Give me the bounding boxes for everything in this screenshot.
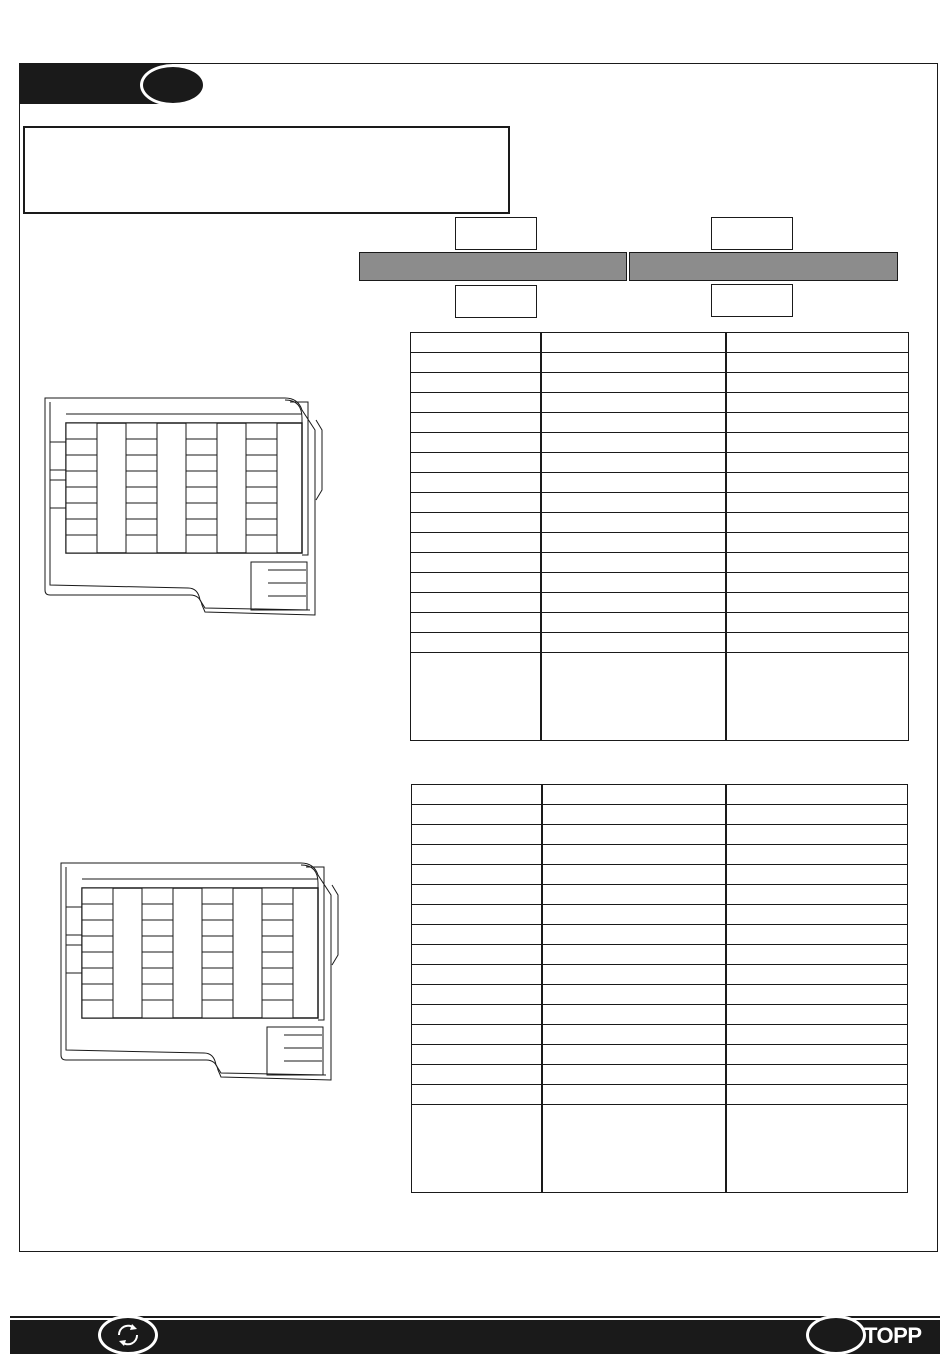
table-cell <box>726 885 908 905</box>
table-cell <box>726 633 909 653</box>
table-cell <box>726 805 908 825</box>
table-cell <box>542 1085 726 1105</box>
table-cell <box>412 1025 542 1045</box>
cargo-layout-diagram-1 <box>40 390 330 620</box>
table-cell <box>726 513 909 533</box>
label-box-bottom-left <box>455 285 537 318</box>
table-cell <box>726 785 908 805</box>
table-cell <box>411 633 541 653</box>
table-cell <box>541 433 726 453</box>
table-cell <box>541 493 726 513</box>
table-cell <box>411 593 541 613</box>
table-row <box>411 433 909 453</box>
table-cell <box>412 785 542 805</box>
table-cell <box>541 453 726 473</box>
table-cell <box>726 373 909 393</box>
table-row <box>411 373 909 393</box>
table-cell <box>542 845 726 865</box>
table-cell <box>541 533 726 553</box>
table-cell <box>411 453 541 473</box>
table-cell <box>541 593 726 613</box>
table-row <box>412 925 908 945</box>
table-cell <box>411 513 541 533</box>
table-row <box>411 453 909 473</box>
table-cell <box>411 373 541 393</box>
table-cell <box>726 1105 908 1193</box>
table-cell <box>541 513 726 533</box>
table-cell <box>412 845 542 865</box>
table-cell <box>726 353 909 373</box>
table-cell <box>542 1105 726 1193</box>
cargo-layout-diagram-2 <box>56 855 346 1085</box>
table-row <box>411 573 909 593</box>
table-cell <box>542 885 726 905</box>
table-row <box>412 885 908 905</box>
table-row <box>412 1005 908 1025</box>
footer-badge-right <box>806 1315 866 1355</box>
table-cell <box>542 1005 726 1025</box>
table-cell <box>411 533 541 553</box>
table-cell <box>541 333 726 353</box>
table-cell <box>726 573 909 593</box>
table-cell <box>411 353 541 373</box>
table-cell <box>542 965 726 985</box>
table-cell <box>726 905 908 925</box>
table-cell <box>412 1065 542 1085</box>
table-cell <box>411 553 541 573</box>
table-row <box>411 593 909 613</box>
table-cell <box>726 985 908 1005</box>
table-cell <box>726 845 908 865</box>
table-cell <box>726 1025 908 1045</box>
table-cell <box>541 573 726 593</box>
table-cell <box>542 805 726 825</box>
table-cell <box>542 865 726 885</box>
table-cell <box>411 653 541 741</box>
table-row <box>412 945 908 965</box>
table-cell <box>411 333 541 353</box>
table-cell <box>726 393 909 413</box>
table-cell <box>541 633 726 653</box>
table-row <box>411 353 909 373</box>
table-row <box>411 633 909 653</box>
table-cell <box>412 945 542 965</box>
table-cell <box>411 493 541 513</box>
footer-badge-left <box>98 1315 158 1355</box>
table-row <box>412 1065 908 1085</box>
table-cell <box>726 433 909 453</box>
table-cell <box>541 553 726 573</box>
table-cell <box>541 373 726 393</box>
table-row <box>411 333 909 353</box>
table-cell <box>726 593 909 613</box>
table-row <box>411 613 909 633</box>
table-cell <box>726 413 909 433</box>
table-cell <box>541 353 726 373</box>
table-cell <box>726 653 909 741</box>
spec-table-2 <box>411 784 908 1193</box>
table-cell <box>726 965 908 985</box>
label-box-top-left <box>455 217 537 250</box>
table-row <box>412 1105 908 1193</box>
table-row <box>412 825 908 845</box>
table-cell <box>726 1045 908 1065</box>
table-cell <box>726 945 908 965</box>
table-cell <box>411 413 541 433</box>
table-cell <box>412 1005 542 1025</box>
table-cell <box>541 653 726 741</box>
table-row <box>412 865 908 885</box>
table-cell <box>411 393 541 413</box>
table-cell <box>542 1065 726 1085</box>
table-row <box>411 653 909 741</box>
table-cell <box>726 1065 908 1085</box>
table-cell <box>412 905 542 925</box>
gray-band-right <box>629 252 898 281</box>
table-cell <box>411 433 541 453</box>
table-row <box>411 473 909 493</box>
table-row <box>411 533 909 553</box>
table-cell <box>542 1045 726 1065</box>
table-row <box>411 393 909 413</box>
table-cell <box>412 1105 542 1193</box>
table-cell <box>412 1085 542 1105</box>
table-cell <box>726 453 909 473</box>
spec-table-1 <box>410 332 909 741</box>
table-cell <box>411 613 541 633</box>
table-cell <box>411 473 541 493</box>
gray-band-left <box>359 252 627 281</box>
table-cell <box>412 925 542 945</box>
table-row <box>412 1085 908 1105</box>
table-cell <box>411 573 541 593</box>
table-row <box>412 1045 908 1065</box>
table-row <box>412 785 908 805</box>
table-cell <box>412 985 542 1005</box>
table-cell <box>542 825 726 845</box>
table-row <box>411 513 909 533</box>
table-cell <box>726 825 908 845</box>
table-cell <box>542 925 726 945</box>
table-cell <box>542 985 726 1005</box>
table-cell <box>541 473 726 493</box>
label-box-top-right <box>711 217 793 250</box>
table-cell <box>726 865 908 885</box>
table-cell <box>726 925 908 945</box>
table-row <box>412 805 908 825</box>
table-cell <box>412 825 542 845</box>
brand-logo: TOPP <box>864 1323 922 1348</box>
refresh-cycle-icon <box>101 1318 155 1352</box>
table-cell <box>412 1045 542 1065</box>
table-cell <box>412 865 542 885</box>
table-cell <box>726 473 909 493</box>
title-box <box>23 126 510 214</box>
table-row <box>412 845 908 865</box>
table-cell <box>726 333 909 353</box>
table-cell <box>541 613 726 633</box>
table-cell <box>726 1005 908 1025</box>
table-cell <box>726 613 909 633</box>
table-cell <box>542 785 726 805</box>
table-cell <box>726 1085 908 1105</box>
table-cell <box>542 1025 726 1045</box>
table-row <box>412 905 908 925</box>
table-cell <box>541 393 726 413</box>
header-badge-oval <box>140 64 206 106</box>
table-cell <box>542 905 726 925</box>
table-row <box>412 985 908 1005</box>
table-row <box>411 493 909 513</box>
table-row <box>411 413 909 433</box>
table-cell <box>412 805 542 825</box>
table-row <box>412 1025 908 1045</box>
table-cell <box>542 945 726 965</box>
table-cell <box>726 533 909 553</box>
table-cell <box>726 493 909 513</box>
table-row <box>411 553 909 573</box>
table-cell <box>412 885 542 905</box>
table-cell <box>412 965 542 985</box>
table-row <box>412 965 908 985</box>
table-cell <box>726 553 909 573</box>
table-cell <box>541 413 726 433</box>
label-box-bottom-right <box>711 284 793 317</box>
